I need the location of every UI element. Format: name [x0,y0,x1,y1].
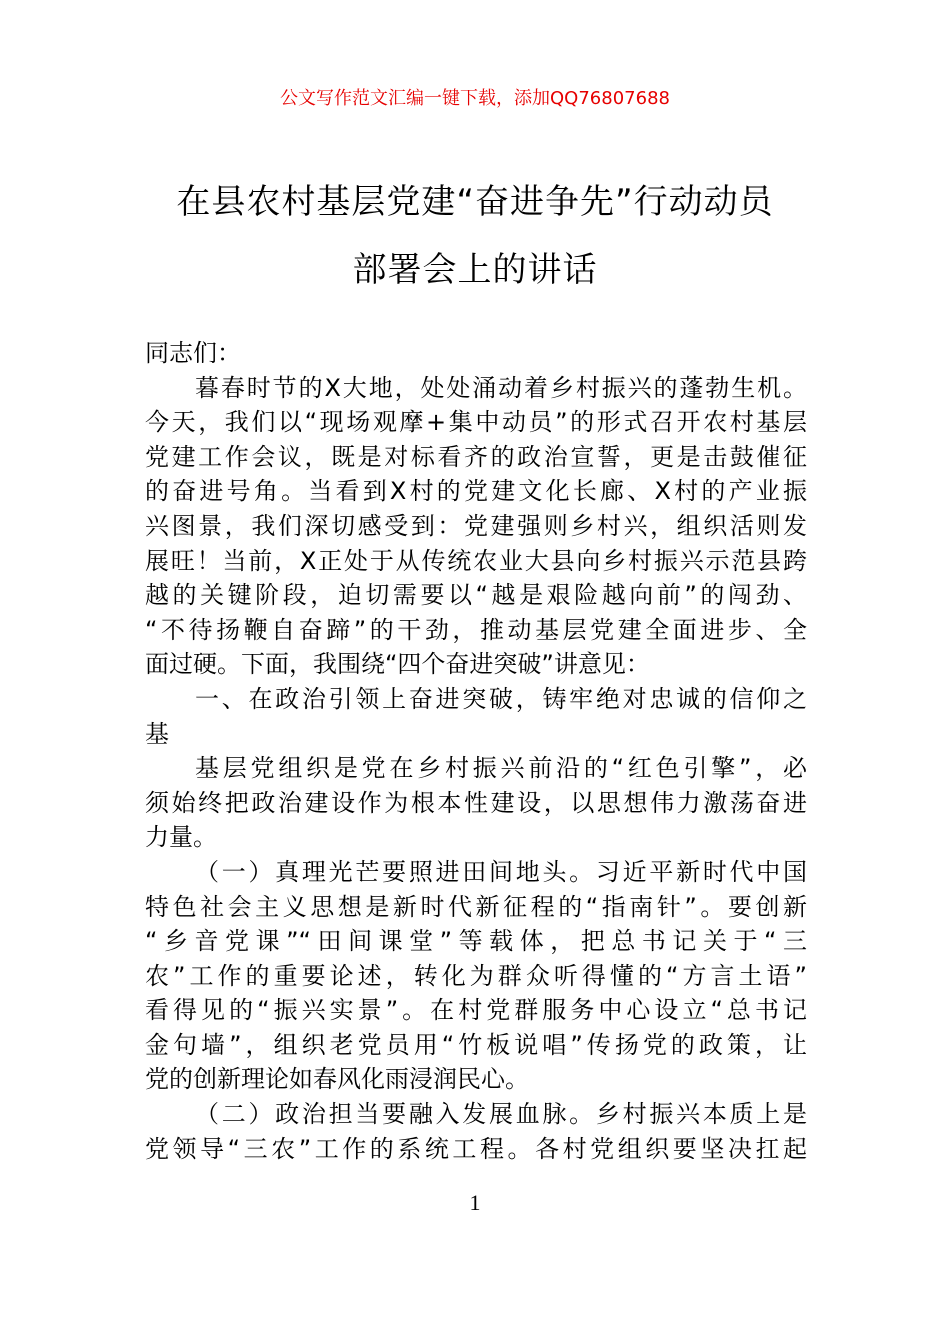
text-line: 展旺！当前，X正处于从传统农业大县向乡村振兴示范县跨 [145,546,807,575]
text-line: 越的关键阶段，迫切需要以“越是艰险越向前”的闯劲、 [145,581,807,610]
text-line: 力量。 [145,823,217,852]
text-line: 党建工作会议，既是对标看齐的政治宣誓，更是击鼓催征 [145,442,807,471]
text-line: 兴图景，我们深切感受到：党建强则乡村兴，组织活则发 [145,511,807,540]
text-line: “乡音党课”“田间课堂”等载体，把总书记关于“三 [145,927,807,956]
text-line: 特色社会主义思想是新时代新征程的“指南针”。要创新 [145,892,807,921]
document-body [145,336,807,1166]
text-line: 金句墙”，组织老党员用“竹板说唱”传扬党的政策，让 [145,1030,807,1059]
text-line: （二）政治担当要融入发展血脉。乡村振兴本质上是 [195,1100,807,1129]
text-line: 党的创新理论如春风化雨浸润民心。 [145,1065,529,1094]
document-title-line-2: 部署会上的讲话 [352,250,598,290]
text-line: 今天，我们以“现场观摩+集中动员”的形式召开农村基层 [145,408,807,437]
download-banner: 公文写作范文汇编一键下载，添加QQ76807688 [280,88,670,109]
text-line: 党领导“三农”工作的系统工程。各村党组织要坚决扛起 [145,1134,807,1163]
section-heading: 一、在政治引领上奋进突破，铸牢绝对忠诚的信仰之 [195,684,807,713]
text-line: “不待扬鞭自奋蹄”的干劲，推动基层党建全面进步、全 [145,615,807,644]
page-number: 1 [469,1190,481,1215]
document-title-line-1: 在县农村基层党建“奋进争先”行动动员 [176,182,774,222]
text-line: 须始终把政治建设作为根本性建设，以思想伟力激荡奋进 [145,788,807,817]
text-line: 看得见的“振兴实景”。在村党群服务中心设立“总书记 [145,996,807,1025]
text-line: （一）真理光芒要照进田间地头。习近平新时代中国 [195,857,807,886]
text-line: 基层党组织是党在乡村振兴前沿的“红色引擎”，必 [195,754,807,783]
text-line: 的奋进号角。当看到X村的党建文化长廊、X村的产业振 [145,477,807,506]
text-line: 面过硬。下面，我围绕“四个奋进突破”讲意见： [145,650,650,679]
section-heading: 基 [145,719,169,748]
salutation: 同志们： [145,339,241,367]
text-line: 农”工作的重要论述，转化为群众听得懂的“方言土语” [145,961,807,990]
text-line: 暮春时节的X大地，处处涌动着乡村振兴的蓬勃生机。 [195,373,807,402]
